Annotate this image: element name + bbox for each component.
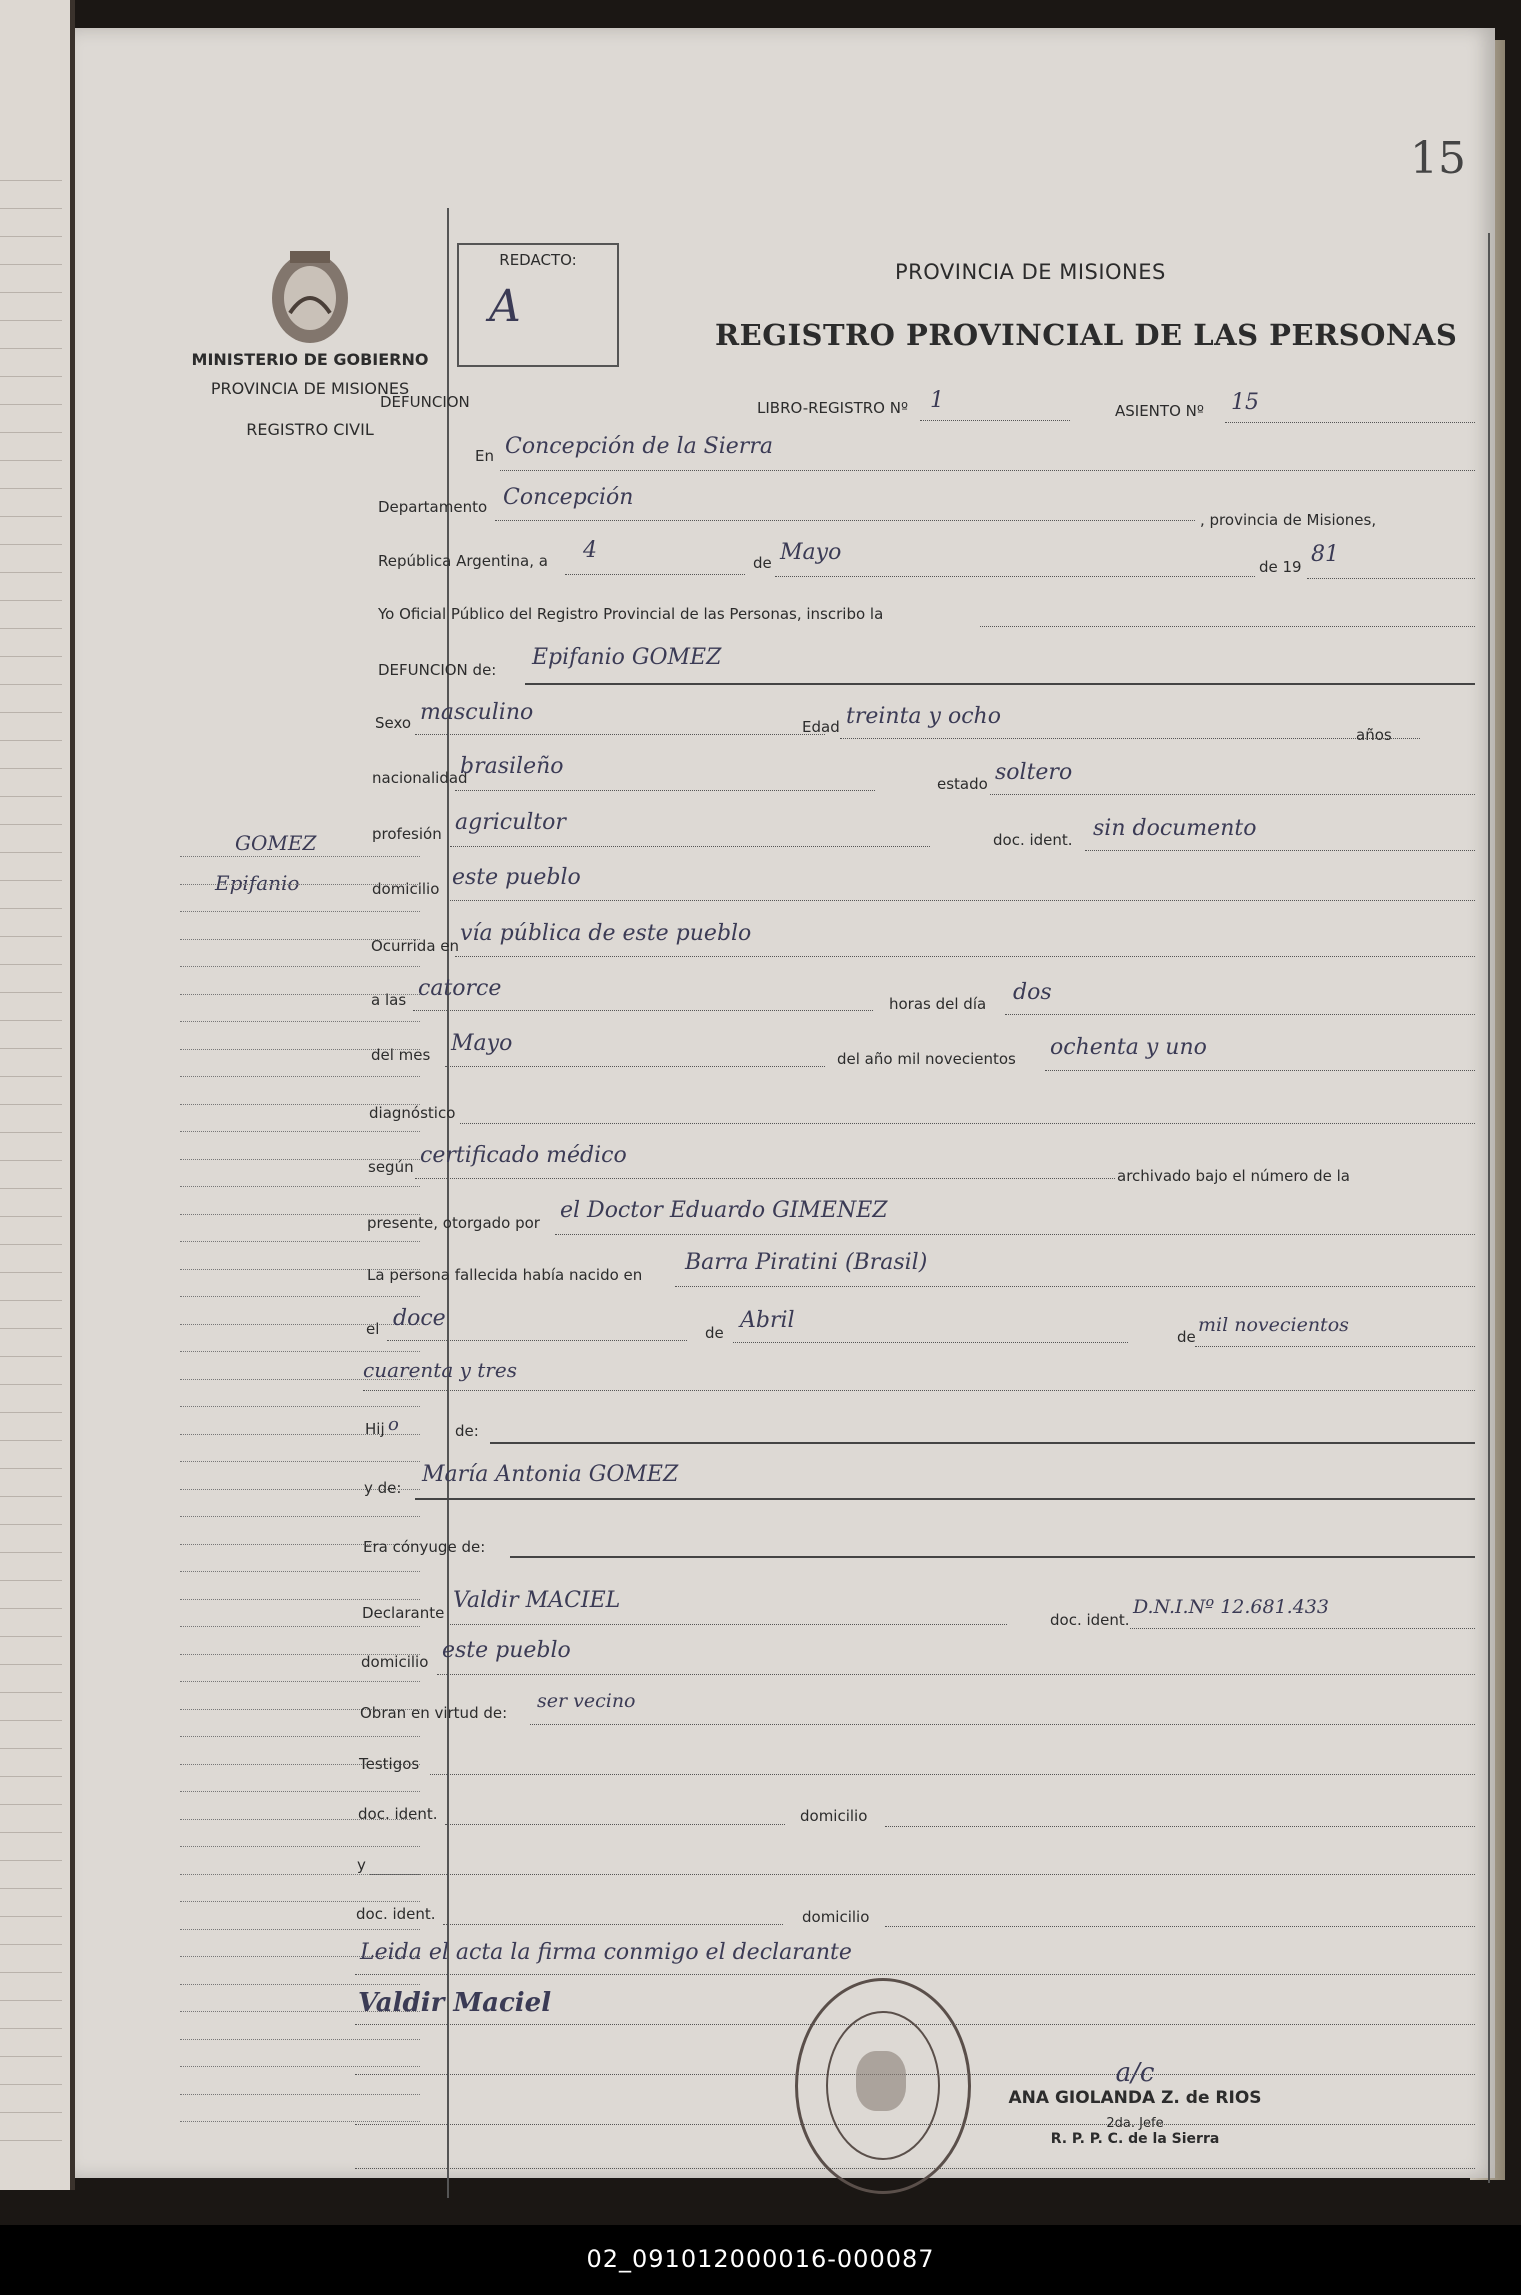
t2-doc-line xyxy=(443,1924,783,1925)
el-label: el xyxy=(366,1320,380,1338)
previous-page-rule xyxy=(0,1720,62,1721)
margin-rule xyxy=(180,1324,420,1325)
a-las-value: catorce xyxy=(418,976,502,1001)
horas-label: horas del día xyxy=(889,995,987,1013)
t2-dom-line xyxy=(885,1926,1475,1927)
margin-rule xyxy=(180,1076,420,1077)
redacto-value: A xyxy=(489,281,521,332)
margin-surname: GOMEZ xyxy=(235,831,317,855)
province-label: PROVINCIA DE MISIONES xyxy=(210,379,410,398)
previous-page-rule xyxy=(0,1216,62,1217)
del-ano-label: del año mil novecientos xyxy=(837,1050,1016,1068)
decl-doc-label: doc. ident. xyxy=(1050,1611,1130,1629)
sexo-line xyxy=(415,734,825,735)
nacionalidad-value: brasileño xyxy=(460,754,564,779)
official-signature-block xyxy=(985,2058,1285,2147)
previous-page-rule xyxy=(0,712,62,713)
y-de-value: María Antonia GOMEZ xyxy=(422,1462,679,1487)
decl-doc-value: D.N.I.Nº 12.681.433 xyxy=(1133,1596,1329,1618)
ocurrida-line xyxy=(455,956,1475,957)
hijo-line xyxy=(490,1442,1475,1444)
dia-line xyxy=(565,574,745,575)
margin-rule xyxy=(180,2121,420,2122)
official-role: 2da. Jefe xyxy=(1106,2116,1164,2131)
ministry-label: MINISTERIO DE GOBIERNO xyxy=(191,350,429,369)
previous-page-rule xyxy=(0,208,62,209)
diagnostico-line xyxy=(460,1123,1475,1124)
previous-page-rule xyxy=(0,544,62,545)
margin-rule xyxy=(180,1901,420,1902)
margin-rule xyxy=(180,1021,420,1022)
difunto-name: Epifanio GOMEZ xyxy=(532,645,722,670)
previous-page-rule xyxy=(0,1328,62,1329)
previous-page-rule xyxy=(0,880,62,881)
previous-page-rule xyxy=(0,1944,62,1945)
de-ano2-label: de xyxy=(1177,1328,1196,1346)
en-value: Concepción de la Sierra xyxy=(505,434,773,459)
conyuge-label: Era cónyuge de: xyxy=(363,1538,486,1556)
previous-page-rule xyxy=(0,908,62,909)
previous-page-rule xyxy=(0,1272,62,1273)
previous-page-rule xyxy=(0,824,62,825)
departamento-line xyxy=(495,520,1195,521)
y-label: y xyxy=(357,1856,366,1874)
profesion-line xyxy=(450,846,930,847)
previous-page-rule xyxy=(0,1356,62,1357)
header-province: PROVINCIA DE MISIONES xyxy=(895,260,1166,284)
en-label: En xyxy=(475,447,494,465)
previous-page-rule xyxy=(0,1608,62,1609)
previous-page-rule xyxy=(0,2056,62,2057)
margin-rule xyxy=(180,1984,420,1985)
page-number: 15 xyxy=(1410,133,1466,184)
testigos-label: Testigos xyxy=(359,1755,420,1773)
de-ano-label: de 19 xyxy=(1259,558,1302,576)
previous-page-rule xyxy=(0,1804,62,1805)
leida-line xyxy=(355,1974,1475,1975)
del-ano-value: ochenta y uno xyxy=(1050,1035,1207,1060)
estado-label: estado xyxy=(937,775,988,793)
nacionalidad-line xyxy=(455,790,875,791)
presente-label: presente, otorgado por xyxy=(367,1214,540,1232)
conyuge-line xyxy=(510,1556,1475,1558)
previous-page-rule xyxy=(0,936,62,937)
sexo-label: Sexo xyxy=(375,714,412,732)
previous-page-rule xyxy=(0,1412,62,1413)
ano2-continuation: cuarenta y tres xyxy=(363,1358,517,1382)
y-de-label: y de: xyxy=(364,1479,402,1497)
previous-page-rule xyxy=(0,684,62,685)
libro-label: LIBRO-REGISTRO Nº xyxy=(757,399,909,417)
margin-rule xyxy=(180,1626,420,1627)
previous-page-rule xyxy=(0,1552,62,1553)
margin-rule xyxy=(180,1296,420,1297)
departamento-value: Concepción xyxy=(503,485,634,510)
previous-page-rule xyxy=(0,656,62,657)
mes-value: Mayo xyxy=(780,540,842,565)
previous-page-rule xyxy=(0,264,62,265)
registry-stamp xyxy=(795,1978,971,2194)
en-line xyxy=(500,470,1475,471)
nacido-line xyxy=(675,1286,1475,1287)
previous-page-rule xyxy=(0,1188,62,1189)
margin-given-name: Epifanio xyxy=(215,871,300,895)
ocurrida-label: Ocurrida en xyxy=(371,937,460,955)
previous-page-rule xyxy=(0,1020,62,1021)
previous-page-rule xyxy=(0,628,62,629)
presente-value: el Doctor Eduardo GIMENEZ xyxy=(560,1198,888,1223)
provincia-label: , provincia de Misiones, xyxy=(1200,511,1377,529)
declarante-value: Valdir MACIEL xyxy=(453,1588,621,1613)
previous-page-rule xyxy=(0,1132,62,1133)
previous-page-rule xyxy=(0,516,62,517)
t1-doc-label: doc. ident. xyxy=(358,1805,438,1823)
anos-label: años xyxy=(1356,726,1392,744)
previous-page-rule xyxy=(0,1972,62,1973)
archivado-label: archivado bajo el número de la xyxy=(1117,1167,1350,1185)
previous-page-rule xyxy=(0,1636,62,1637)
edad-label: Edad xyxy=(802,718,840,736)
previous-page-rule xyxy=(0,796,62,797)
margin-rule xyxy=(180,856,420,857)
diagnostico-label: diagnóstico xyxy=(369,1104,456,1122)
segun-line xyxy=(415,1178,1115,1179)
hijo-label: Hij xyxy=(365,1420,385,1438)
defuncion-label: DEFUNCION xyxy=(380,393,470,411)
dia-value: 4 xyxy=(583,538,597,563)
obran-value: ser vecino xyxy=(537,1690,636,1712)
previous-page-rule xyxy=(0,2084,62,2085)
previous-page-rule xyxy=(0,1888,62,1889)
previous-page-rule xyxy=(0,1692,62,1693)
official-office: R. P. P. C. de la Sierra xyxy=(1050,2131,1220,2147)
doc-ident-label: doc. ident. xyxy=(993,831,1073,849)
y-de-line xyxy=(415,1498,1475,1500)
t1-dom-line xyxy=(885,1826,1475,1827)
t2-dom-label: domicilio xyxy=(802,1908,870,1926)
declarant-signature: Valdir Maciel xyxy=(358,1988,552,2018)
departamento-label: Departamento xyxy=(378,498,488,516)
margin-rule xyxy=(180,1186,420,1187)
previous-page-rule xyxy=(0,1300,62,1301)
leida-text: Leida el acta la firma conmigo el declarante xyxy=(360,1940,852,1965)
margin-rule xyxy=(180,1241,420,1242)
margin-rule xyxy=(180,1681,420,1682)
margin-rule xyxy=(180,1406,420,1407)
doc-ident-value: sin documento xyxy=(1093,816,1257,841)
margin-rule xyxy=(180,1599,420,1600)
previous-page-rule xyxy=(0,1440,62,1441)
previous-page-rule xyxy=(0,404,62,405)
previous-page-rule xyxy=(0,460,62,461)
estado-line xyxy=(990,794,1475,795)
previous-page-rule xyxy=(0,376,62,377)
t1-doc-line xyxy=(445,1824,785,1825)
de-ano2-value: mil novecientos xyxy=(1198,1314,1349,1336)
previous-page-rule xyxy=(0,1384,62,1385)
nacido-label: La persona fallecida había nacido en xyxy=(367,1266,643,1284)
margin-rule xyxy=(180,1571,420,1572)
difunto-line xyxy=(525,683,1475,685)
margin-rule xyxy=(180,1736,420,1737)
declarante-line xyxy=(447,1624,1007,1625)
sexo-value: masculino xyxy=(420,700,534,725)
previous-page-rule xyxy=(0,2112,62,2113)
previous-page-rule xyxy=(0,1832,62,1833)
obran-line xyxy=(530,1724,1475,1725)
asiento-line xyxy=(1225,422,1475,423)
defuncion-de-label: DEFUNCION de: xyxy=(378,661,497,679)
right-border xyxy=(1488,233,1490,2183)
domicilio-label: domicilio xyxy=(372,880,440,898)
ano-line xyxy=(1307,578,1475,579)
margin-rule xyxy=(180,2039,420,2040)
de-ano2-line xyxy=(1195,1346,1475,1347)
mes-line xyxy=(775,576,1255,577)
redacto-box xyxy=(457,243,619,367)
ano-value: 81 xyxy=(1311,542,1339,567)
header-title: REGISTRO PROVINCIAL DE LAS PERSONAS xyxy=(715,318,1458,352)
previous-page-edge xyxy=(0,0,73,2190)
previous-page-rule xyxy=(0,1748,62,1749)
del-ano-line xyxy=(1045,1070,1475,1071)
previous-page-rule xyxy=(0,348,62,349)
domicilio-line xyxy=(447,900,1475,901)
oficial-line xyxy=(980,626,1475,627)
profesion-label: profesión xyxy=(372,825,442,843)
domicilio-value: este pueblo xyxy=(452,865,581,890)
previous-page-rule xyxy=(0,1496,62,1497)
segun-label: según xyxy=(368,1158,414,1176)
previous-page-rule xyxy=(0,768,62,769)
estado-value: soltero xyxy=(995,760,1073,785)
nacido-value: Barra Piratini (Brasil) xyxy=(685,1250,928,1275)
previous-page-rule xyxy=(0,180,62,181)
doc-ident-line xyxy=(1085,850,1475,851)
de-label: de xyxy=(753,554,772,572)
previous-page-rule xyxy=(0,600,62,601)
previous-page-rule xyxy=(0,1048,62,1049)
decl-domicilio-label: domicilio xyxy=(361,1653,429,1671)
a-las-line xyxy=(413,1010,873,1011)
ano2-line xyxy=(363,1390,1475,1391)
previous-page-rule xyxy=(0,2028,62,2029)
y-line xyxy=(370,1874,1475,1875)
t2-doc-label: doc. ident. xyxy=(356,1905,436,1923)
previous-page-rule xyxy=(0,292,62,293)
nacionalidad-label: nacionalidad xyxy=(372,769,468,787)
oficial-text: Yo Oficial Público del Registro Provincial de las Personas, inscribo la xyxy=(378,605,884,623)
margin-rule xyxy=(180,1791,420,1792)
testigos-line xyxy=(430,1774,1475,1775)
margin-rule xyxy=(180,1516,420,1517)
hijo-suffix: o xyxy=(388,1414,399,1435)
previous-page-rule xyxy=(0,2140,62,2141)
obran-label: Obran en virtud de: xyxy=(360,1704,508,1722)
previous-page-rule xyxy=(0,2000,62,2001)
del-mes-line xyxy=(445,1066,825,1067)
a-las-label: a las xyxy=(371,991,407,1009)
previous-page-rule xyxy=(0,1916,62,1917)
previous-page-rule xyxy=(0,992,62,993)
ocurrida-value: vía pública de este pueblo xyxy=(460,921,752,946)
image-caption: 02_091012000016-000087 xyxy=(586,2245,935,2273)
horas-line xyxy=(1005,1014,1475,1015)
decl-doc-line xyxy=(1130,1628,1475,1629)
margin-rule xyxy=(180,966,420,967)
previous-page-rule xyxy=(0,488,62,489)
margin-rule xyxy=(180,911,420,912)
margin-rule xyxy=(180,1461,420,1462)
previous-page-rule xyxy=(0,432,62,433)
asiento-label: ASIENTO Nº xyxy=(1115,402,1204,420)
de-mes-label: de xyxy=(705,1324,724,1342)
declarante-label: Declarante xyxy=(362,1604,445,1622)
margin-rule xyxy=(180,1929,420,1930)
del-mes-label: del mes xyxy=(371,1046,431,1064)
previous-page-rule xyxy=(0,236,62,237)
previous-page-rule xyxy=(0,1860,62,1861)
t1-dom-label: domicilio xyxy=(800,1807,868,1825)
margin-rule xyxy=(180,1131,420,1132)
document-page xyxy=(75,28,1495,2178)
margin-rule xyxy=(180,2094,420,2095)
de-mes-value: Abril xyxy=(740,1308,795,1333)
previous-page-rule xyxy=(0,1244,62,1245)
decl-domicilio-value: este pueblo xyxy=(442,1638,571,1663)
margin-rule xyxy=(180,1846,420,1847)
previous-page-rule xyxy=(0,1160,62,1161)
margin-rule xyxy=(180,2066,420,2067)
registry-label: REGISTRO CIVIL xyxy=(246,420,374,439)
previous-page-rule xyxy=(0,320,62,321)
libro-value: 1 xyxy=(930,388,944,413)
previous-page-rule xyxy=(0,572,62,573)
republica-label: República Argentina, a xyxy=(378,552,548,570)
previous-page-rule xyxy=(0,1104,62,1105)
el-line xyxy=(387,1340,687,1341)
edad-line xyxy=(840,738,1420,739)
presente-line xyxy=(555,1234,1475,1235)
hijo-de-label: de: xyxy=(455,1422,479,1440)
asiento-value: 15 xyxy=(1231,390,1259,415)
previous-page-rule xyxy=(0,852,62,853)
margin-rule xyxy=(180,1351,420,1352)
previous-page-rule xyxy=(0,1468,62,1469)
el-value: doce xyxy=(393,1306,446,1331)
redacto-label: REDACTO: xyxy=(499,251,577,269)
previous-page-rule xyxy=(0,964,62,965)
de-mes-line xyxy=(733,1342,1128,1343)
previous-page-rule xyxy=(0,1664,62,1665)
previous-page-rule xyxy=(0,1524,62,1525)
del-mes-value: Mayo xyxy=(451,1031,513,1056)
previous-page-rule xyxy=(0,1776,62,1777)
decl-domicilio-line xyxy=(437,1674,1475,1675)
coat-of-arms-icon xyxy=(260,243,360,353)
libro-line xyxy=(920,420,1070,421)
profesion-value: agricultor xyxy=(455,810,566,835)
previous-page-rule xyxy=(0,740,62,741)
segun-value: certificado médico xyxy=(420,1143,627,1168)
official-name: ANA GIOLANDA Z. de RIOS xyxy=(1008,2088,1262,2108)
previous-page-rule xyxy=(0,1580,62,1581)
official-signature-prefix: a/c xyxy=(1115,2058,1155,2088)
horas-value: dos xyxy=(1013,980,1052,1005)
previous-page-rule xyxy=(0,1076,62,1077)
edad-value: treinta y ocho xyxy=(846,704,1001,729)
